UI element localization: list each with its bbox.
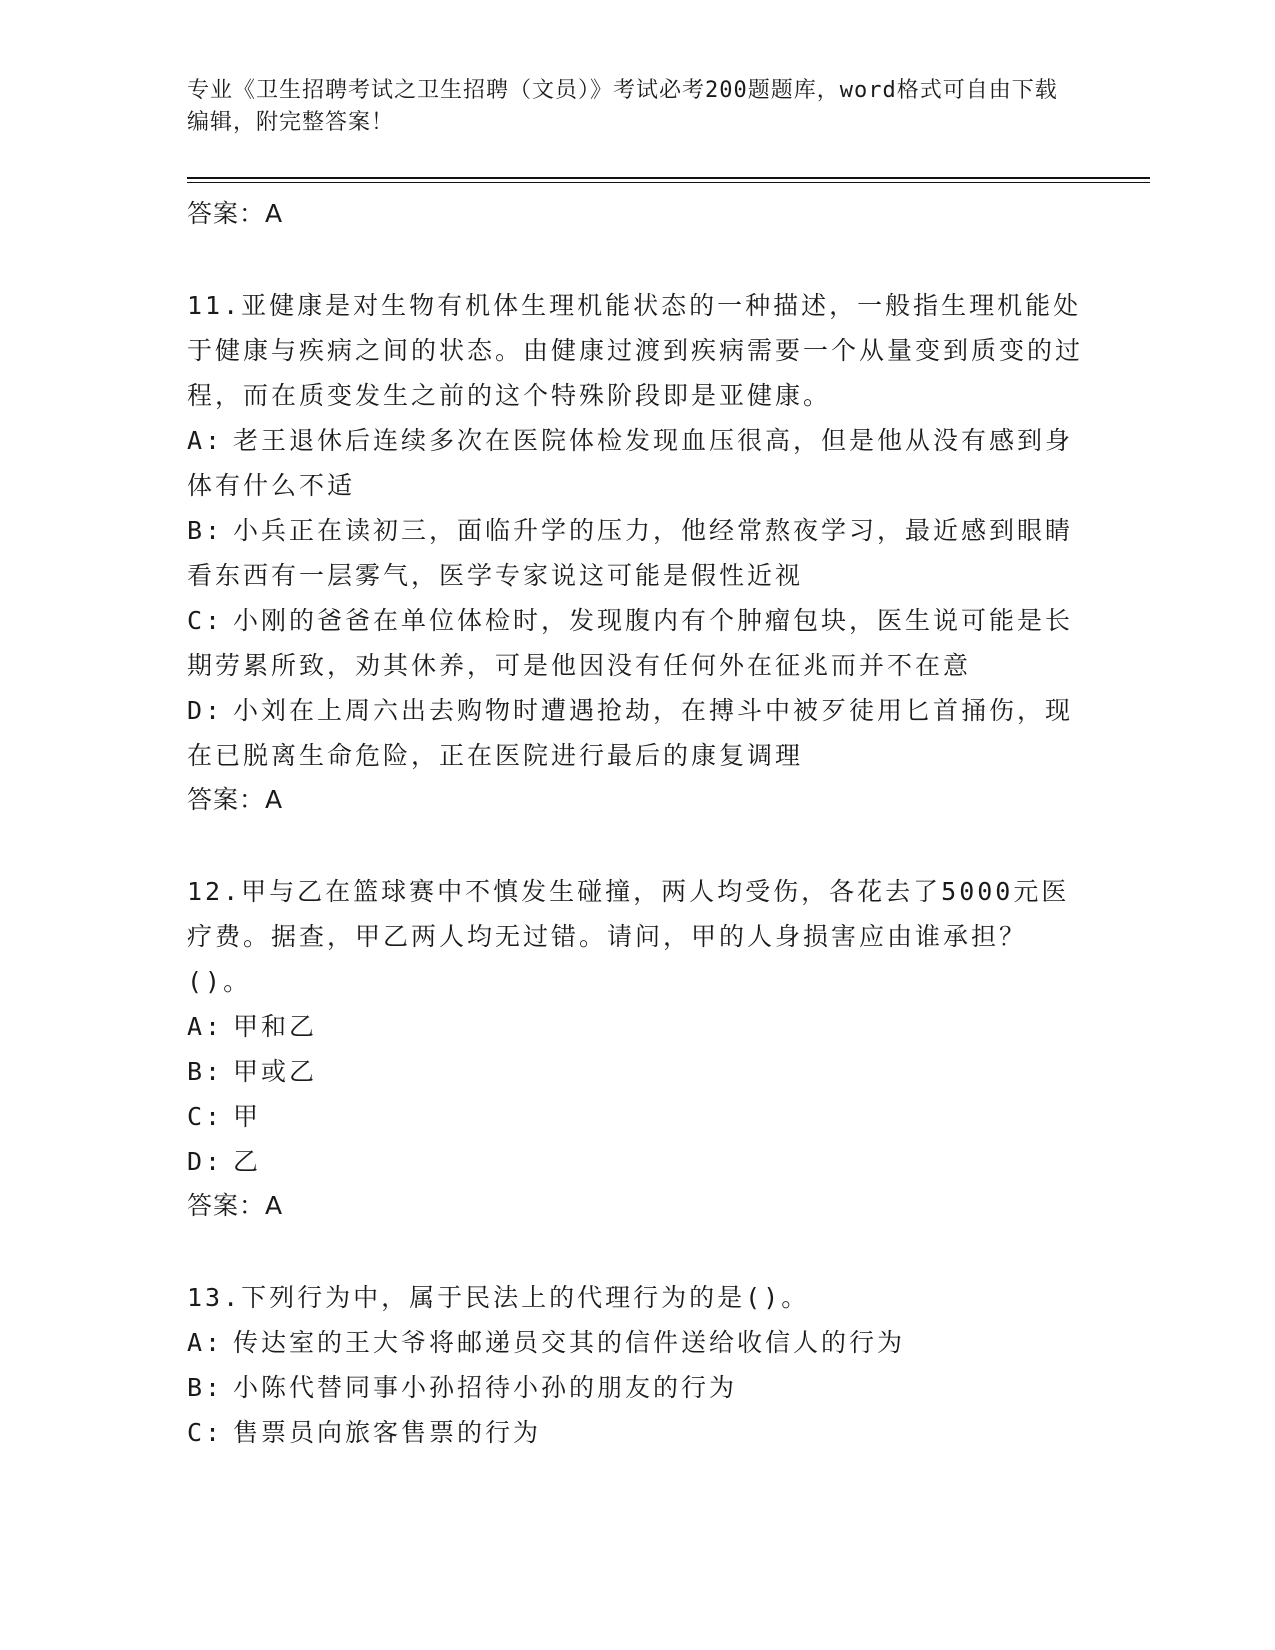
option-text: 老王退休后连续多次在医院体检发现血压很高，但是他从没有感到身体有什么不适 xyxy=(187,426,1074,500)
option-text: 小兵正在读初三，面临升学的压力，他经常熬夜学习，最近感到眼睛看东西有一层雾气，医学专家说这可能是假性近视 xyxy=(187,516,1074,590)
option-b xyxy=(187,1365,1087,1410)
option-c xyxy=(187,598,1087,688)
option-a xyxy=(187,1004,1087,1049)
option-letter: B: xyxy=(187,516,224,545)
option-letter: D: xyxy=(187,1147,224,1176)
option-b xyxy=(187,508,1087,598)
option-text: 小陈代替同事小孙招待小孙的朋友的行为 xyxy=(233,1373,738,1402)
option-d xyxy=(187,1139,1087,1184)
option-text: 甲和乙 xyxy=(233,1012,318,1041)
question-stem: 13.下列行为中，属于民法上的代理行为的是()。 xyxy=(187,1283,810,1312)
option-text: 售票员向旅客售票的行为 xyxy=(233,1418,542,1447)
question-13 xyxy=(187,1275,1087,1455)
option-letter: C: xyxy=(187,1418,224,1447)
option-letter: A: xyxy=(187,1012,224,1041)
answer-line: 答案：A xyxy=(187,785,284,814)
option-c xyxy=(187,1094,1087,1139)
option-text: 甲 xyxy=(233,1102,262,1131)
answer-line: 答案：A xyxy=(187,1191,284,1220)
option-d xyxy=(187,688,1087,778)
option-letter: A: xyxy=(187,426,224,455)
document-body xyxy=(187,192,1087,1455)
option-text: 传达室的王大爷将邮递员交其的信件送给收信人的行为 xyxy=(233,1328,906,1357)
option-letter: C: xyxy=(187,1102,224,1131)
option-a xyxy=(187,418,1087,508)
option-b xyxy=(187,1049,1087,1094)
question-11 xyxy=(187,283,1087,822)
option-text: 乙 xyxy=(233,1147,262,1176)
option-text: 小刚的爸爸在单位体检时，发现腹内有个肿瘤包块，医生说可能是长期劳累所致，劝其休养，可是他因没有任何外在征兆而并不在意 xyxy=(187,606,1074,680)
option-c xyxy=(187,1410,1087,1455)
document-intro: 专业《卫生招聘考试之卫生招聘（文员）》考试必考200题题库，word格式可自由下载编辑，附完整答案！ xyxy=(187,78,1058,135)
question-12 xyxy=(187,869,1087,1228)
question-stem: 11.亚健康是对生物有机体生理机能状态的一种描述，一般指生理机能处于健康与疾病之间的状态。由健康过渡到疾病需要一个从量变到质变的过程，而在质变发生之前的这个特殊阶段即是亚健康。 xyxy=(187,291,1084,410)
header-rule-thick xyxy=(187,177,1150,179)
option-letter: B: xyxy=(187,1057,224,1086)
option-a xyxy=(187,1320,1087,1365)
option-text: 小刘在上周六出去购物时遭遇抢劫，在搏斗中被歹徒用匕首捅伤，现在已脱离生命危险，正在医院进行最后的康复调理 xyxy=(187,696,1074,770)
option-letter: B: xyxy=(187,1373,224,1402)
option-text: 甲或乙 xyxy=(233,1057,318,1086)
option-letter: C: xyxy=(187,606,224,635)
option-letter: D: xyxy=(187,696,224,725)
question-stem: 12.甲与乙在篮球赛中不慎发生碰撞，两人均受伤，各花去了5000元医疗费。据查，甲乙两人均无过错。请问，甲的人身损害应由谁承担？()。 xyxy=(187,877,1070,996)
option-letter: A: xyxy=(187,1328,224,1357)
header-rule-thin xyxy=(187,182,1150,183)
answer-line: 答案：A xyxy=(187,199,284,228)
